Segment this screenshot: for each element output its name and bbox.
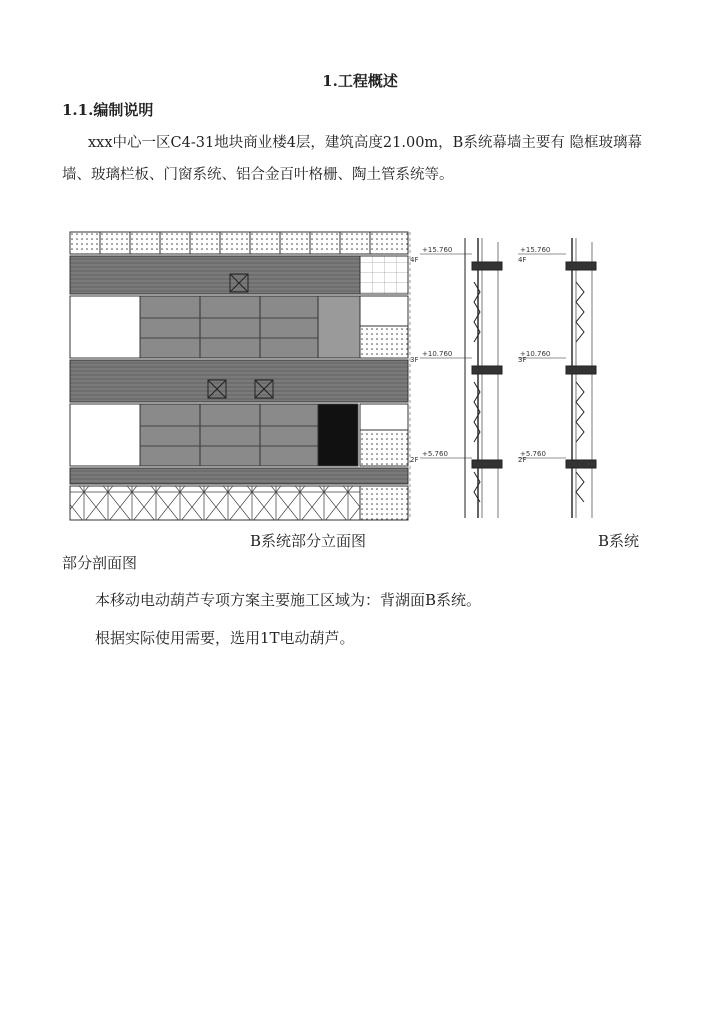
caption-section-part1: B系统 [598, 532, 640, 550]
floor-label-a-1: 4F [410, 256, 419, 264]
section-drawing-a [420, 238, 502, 518]
b-system-drawings [60, 222, 660, 524]
intro-paragraph: xxx中心一区C4-31地块商业楼4层，建筑高度21.00m，B系统幕墙主要有 隐框玻璃幕墙、玻璃栏板、门窗系统、铝合金百叶格栅、陶土管系统等。 [62, 135, 642, 183]
level-label-a-2: +10.760 [422, 350, 453, 358]
level-label-b-1: +15.760 [520, 246, 551, 254]
level-label-b-3: +5.760 [520, 450, 546, 458]
section-title: 1.工程概述 [322, 72, 398, 90]
paragraph-hoist-choice: 根据实际使用需要，选用1T电动葫芦。 [95, 629, 355, 647]
caption-elevation: B系统部分立面图 [250, 532, 367, 550]
floor-label-b-2: 3F [518, 356, 527, 364]
level-label-a-1: +15.760 [422, 246, 453, 254]
paragraph-construction-area: 本移动电动葫芦专项方案主要施工区域为：背湖面B系统。 [95, 591, 482, 609]
floor-label-b-1: 4F [518, 256, 527, 264]
floor-label-a-2: 3F [410, 356, 419, 364]
level-label-b-2: +10.760 [520, 350, 551, 358]
elevation-drawing [70, 232, 410, 520]
caption-section-part2: 部分剖面图 [62, 554, 138, 572]
level-label-a-3: +5.760 [422, 450, 448, 458]
floor-label-a-3: 2F [410, 456, 419, 464]
floor-label-b-3: 2F [518, 456, 527, 464]
subsection-title: 1.1.编制说明 [62, 101, 154, 119]
section-drawing-b [518, 238, 596, 518]
